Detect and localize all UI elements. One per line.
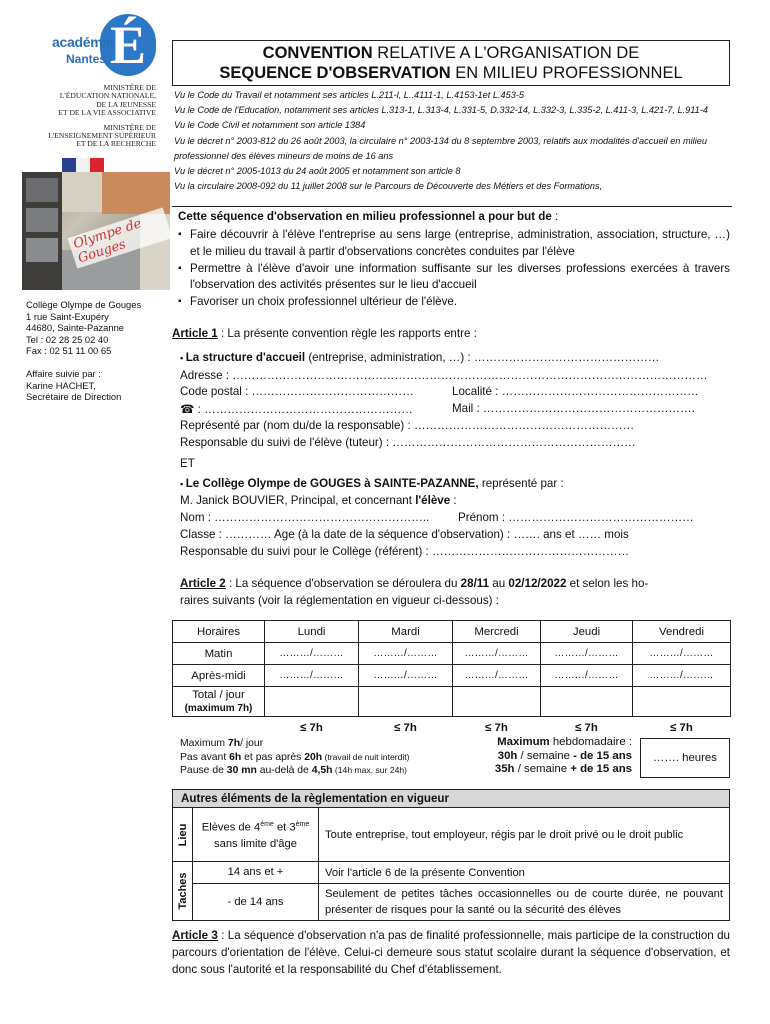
college-photo [22,172,170,290]
table-row [173,643,731,665]
total-label: Total / jour (maximum 7h) [173,687,265,717]
academie-brand [22,12,160,84]
objectives-list [172,227,730,311]
article-1-intro: Article 1 : La présente convention règle les rapports entre : [172,327,477,340]
french-flag-icon [62,158,104,172]
time-cell[interactable]: ………/……… [453,665,541,687]
logo-nantes-text: Nantes [66,52,107,66]
max-cell: ≤ 7h [670,721,693,734]
header-jeudi: Jeudi [541,621,633,643]
localite-field[interactable]: Localité : …………………………………………… [452,385,699,398]
total-cell[interactable] [633,687,731,717]
time-cell[interactable]: ………/……… [541,665,633,687]
schedule-table [172,620,731,739]
table-row [173,808,730,862]
principal-line: M. Janick BOUVIER, Principal, et concernant l'élève : [180,494,457,507]
logo-e-letter: É [100,14,156,76]
table-header-row [173,621,731,643]
row-label: Matin [173,643,265,665]
legal-line: Vu le Code Civil et notamment son article 1384 [174,120,366,131]
document-title: CONVENTION RELATIVE A L'ORGANISATION DE SEQUENCE D'OBSERVATION EN MILIEU PROFESSIONNEL [172,40,730,86]
prenom-field[interactable]: Prénom : ………………………………………… [458,511,694,524]
max-cell: ≤ 7h [394,721,417,734]
legal-line: Vu le Code du Travail et notamment ses articles L.211-l, L..4111-1, L.4153-1et L.453-5 [174,90,525,100]
taches-label: Taches [173,862,193,921]
adresse-field[interactable]: Adresse : …………………………………………………………………………………………………………… [180,369,708,382]
time-cell[interactable]: ………/……… [633,665,731,687]
lieu-age: Elèves de $4^{éme}$ et 3ème sans limite d'âge [193,808,319,862]
article-2-line2: raires suivants (voir la réglementation en vigueur ci-dessous) : [180,594,499,607]
legal-line: Vu la circulaire 2008-092 du 11 juillet 2008 sur le Parcours de Découverte des Métiers et des Formations, [174,181,603,192]
time-cell[interactable]: ………/……… [541,643,633,665]
header-lundi: Lundi [265,621,359,643]
weekly-rules: Maximum hebdomadaire : 30h / semaine - de 15 ans 35h / semaine + de 15 ans [494,736,632,776]
header-horaires: Horaires [173,621,265,643]
legal-line: Vu le Code de l'Education, notamment ses articles L.313-1, L.313-4, L.331-5, D.332-14, L.332-3, L.335-2, L.411-3, L.421-7, L.911-4 [174,105,708,116]
legal-references [174,88,734,194]
structure-accueil-line: ▪ La structure d'accueil (entreprise, administration, …) : ………………………………………… [180,351,660,364]
college-address: Collège Olympe de Gouges 1 rue Saint-Exupéry 44680, Sainte-Pazanne Tel : 02 28 25 02 40 Fax : 02 51 11 00 65 [26,299,142,357]
lieu-text: Toute entreprise, tout employeur, régis par le droit privé ou le droit public [319,808,730,862]
code-postal-field[interactable]: Code postal : …………………………………… [180,385,414,398]
taches-text: Voir l'article 6 de la présente Convention [319,862,730,884]
total-cell[interactable] [541,687,633,717]
total-row [173,687,731,717]
lieu-label: Lieu [173,808,193,862]
telephone-field[interactable]: ☎ : ……………………………………………… [180,403,413,416]
affaire-suivie: Affaire suivie par : Karine HACHET, Secrétaire de Direction [26,368,122,403]
article-2-intro: Article 2 : La séquence d'observation se déroulera du 28/11 au 02/12/2022 et selon les ho- [180,577,649,590]
list-item: ▪ Favoriser un choix professionnel ultérieur de l'élève. [172,294,730,311]
logo-academie-text: académie [52,34,114,50]
referent-field[interactable]: Responsable du suivi pour le Collège (référent) : …………………………………………… [180,545,630,558]
list-item: ▪ Faire découvrir à l'élève l'entreprise au sens large (entreprise, administration, association, structure, …) et le milieu du travail à partir d'observations concrètes conduites par l'élève [172,227,730,261]
divider [172,206,732,207]
total-cell[interactable] [265,687,359,717]
represente-par-field[interactable]: Représenté par (nom du/de la responsable) : ………………………………………………… [180,419,635,432]
table-row [173,665,731,687]
header-mercredi: Mercredi [453,621,541,643]
header-vendredi: Vendredi [633,621,731,643]
legal-line: Vu le décret n° 2005-1013 du 24 août 2005 et notamment son article 8 [174,166,461,177]
total-cell[interactable] [359,687,453,717]
row-label: Après-midi [173,665,265,687]
nom-field[interactable]: Nom : ……………………………………………….. [180,511,430,524]
regulation-table [172,789,730,921]
photo-caption: Olympe de Gouges [68,207,170,268]
daily-rules: Maximum 7h/ jour Pas avant 6h et pas après 20h (travail de nuit interdit) Pause de 30 mn au-delà de 4,5h (14h max. sur 24h) [180,738,410,777]
et-label: ET [180,457,195,470]
weekly-hours-field[interactable]: ……. heures [640,738,730,778]
legal-line: Vu le décret n° 2003-812 du 26 août 2003, la circulaire n° 2003-134 du 8 septembre 2003, relatifs aux modalités d'accueil en milieu professionnel des élèves mineurs de moins de 16 ans [174,135,707,161]
list-item: ▪ Permettre à l'élève d'avoir une information suffisante sur les diverses professions exercées à travers l'observation des activités présentes sur le lieu d'accueil [172,261,730,295]
time-cell[interactable]: ………/……… [265,665,359,687]
time-cell[interactable]: ………/……… [265,643,359,665]
time-cell[interactable]: ………/……… [453,643,541,665]
article-3: Article 3 : La séquence d'observation n'a pas de finalité professionnelle, mais participe de la construction du parcours d'orientation de l'élève. Celui-ci demeure sous statut scolaire durant la séquence d'observation, et donc sous l'autorité et la responsabilité du Chef d'établissement. [172,929,730,976]
regulation-header: Autres éléments de la règlementation en vigueur [173,790,730,808]
header-mardi: Mardi [359,621,453,643]
max-row [173,717,731,739]
time-cell[interactable]: ………/……… [359,643,453,665]
total-cell[interactable] [453,687,541,717]
time-cell[interactable]: ………/……… [633,643,731,665]
taches-text: Seulement de petites tâches occasionnelles ou de courte durée, ne pouvant présenter de risques pour la santé ou la sécurité des élèves [319,884,730,921]
ministry-research: MINISTÈRE DE L'ENSEIGNEMENT SUPÉRIEUR ET DE LA RECHERCHE [48,122,156,149]
table-row [173,884,730,921]
academie-logo [22,12,160,172]
objectives-title: Cette séquence d'observation en milieu professionnel a pour but de : [178,210,559,223]
classe-age-field[interactable]: Classe : ………… Age (à la date de la séquence d'observation) : ……. ans et …… mois [180,528,629,541]
tuteur-field[interactable]: Responsable du suivi de l'élève (tuteur) : ……………………………………………………… [180,436,636,449]
mail-field[interactable]: Mail : ………………………………………………. [452,402,695,415]
table-row [173,862,730,884]
taches-age: - de 14 ans [193,884,319,921]
college-representative: ▪ Le Collège Olympe de GOUGES à SAINTE-PAZANNE, représenté par : [180,477,564,490]
max-cell: ≤ 7h [300,721,323,734]
taches-age: 14 ans et + [193,862,319,884]
ministry-education: MINISTÈRE DE L'ÉDUCATION NATIONALE, DE LA JEUNESSE ET DE LA VIE ASSOCIATIVE [58,83,156,118]
time-cell[interactable]: ………/……… [359,665,453,687]
max-cell: ≤ 7h [485,721,508,734]
max-cell: ≤ 7h [575,721,598,734]
